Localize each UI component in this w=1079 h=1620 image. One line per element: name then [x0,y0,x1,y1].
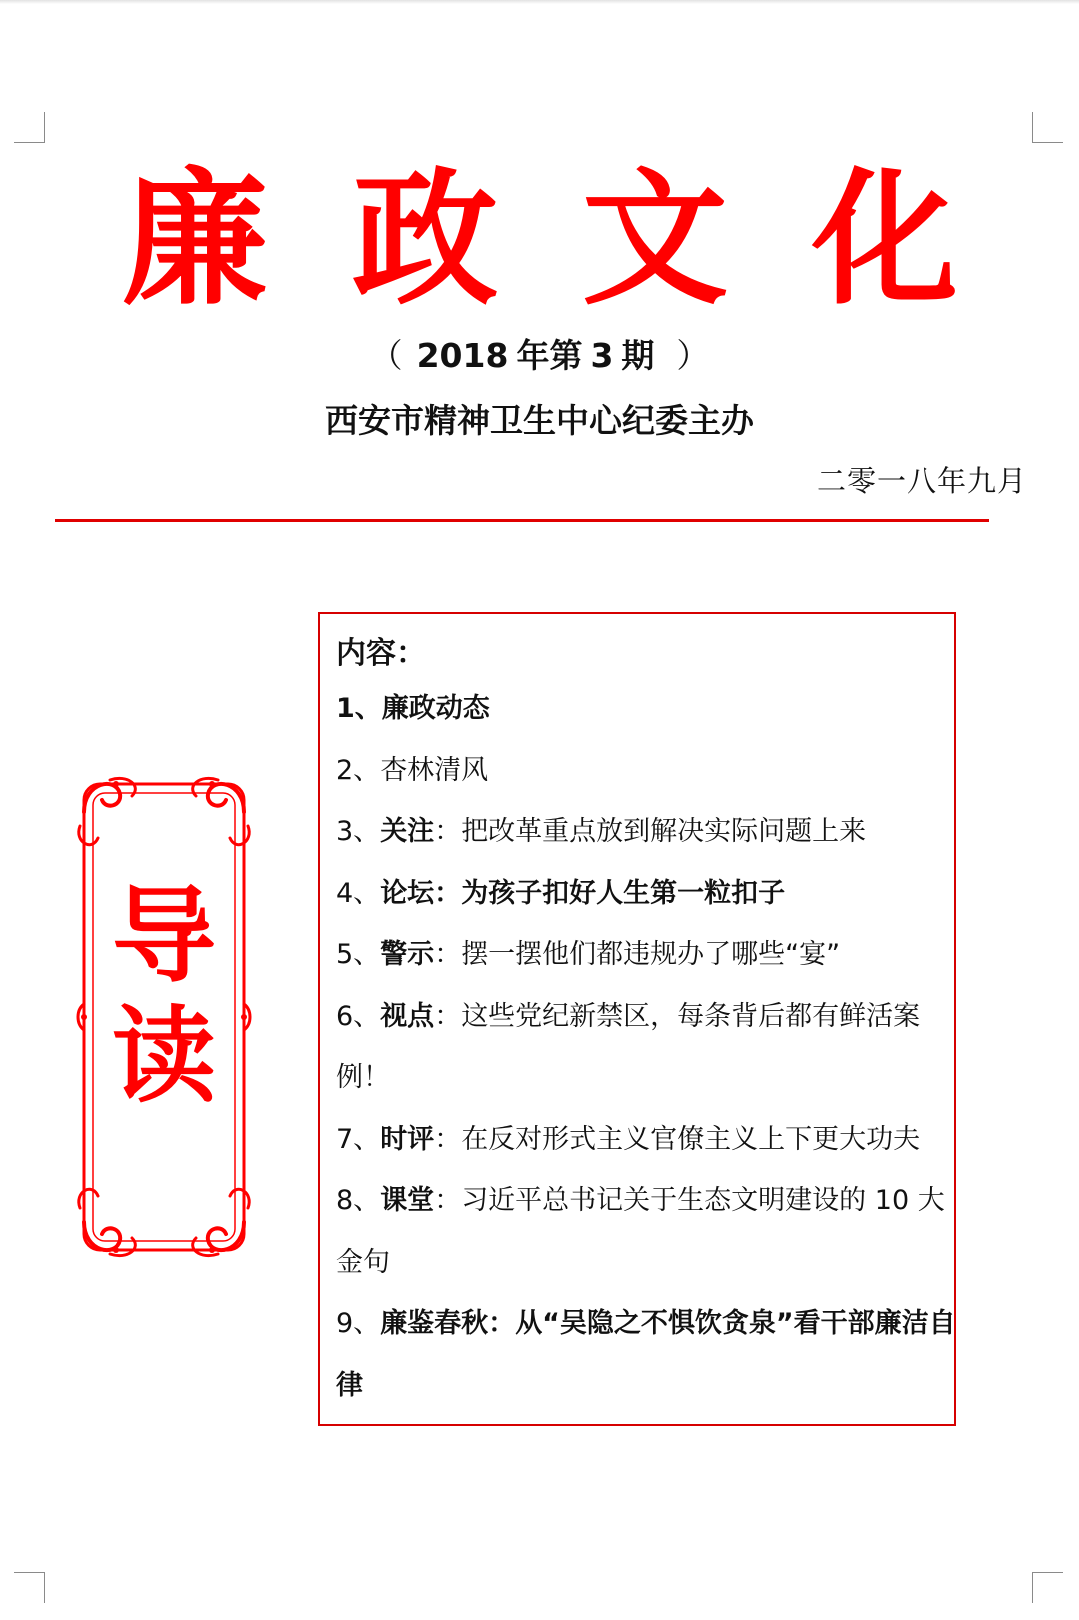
contents-item [336,863,946,925]
item-separator: ： [434,1000,462,1032]
contents-item [336,678,946,740]
item-number: 6、 [336,1000,381,1032]
item-number: 8、 [336,1185,381,1216]
item-text: 在反对形式主义官僚主义上下更大功夫 [461,1123,921,1155]
issue-year-unit: 年第 [516,336,583,375]
contents-heading: 内容： [336,636,426,671]
crop-mark-bottom-left [14,1572,45,1603]
item-text: 摆一摆他们都违规办了哪些“宴” [461,939,841,970]
contents-item [336,924,946,986]
contents-box [318,612,956,1426]
item-text: 为孩子扣好人生第一粒扣子 [461,877,786,909]
contents-list [336,678,956,1416]
item-label: 关注 [380,816,435,847]
contents-item [336,1293,956,1416]
item-separator: ： [434,1185,462,1216]
title-char: 化 [812,155,958,325]
header-divider [55,519,989,522]
item-label: 时评 [380,1123,435,1155]
issue-close-paren: ） [676,336,710,375]
item-number: 5、 [336,939,381,970]
crop-mark-top-left [14,112,45,143]
crop-mark-bottom-right [1032,1572,1063,1603]
item-title: 杏林清风 [380,754,489,786]
issue-open-paren: （ [369,336,403,375]
issue-number: 3 [590,336,614,375]
issue-period: 期 [621,336,655,375]
item-text: 从“吴隐之不惧饮贪泉”看干部廉洁自 [515,1308,956,1339]
masthead-title [120,155,960,325]
item-label: 廉鉴春秋： [380,1308,516,1339]
crop-mark-top-right [1032,112,1063,143]
item-title: 廉政动态 [381,693,490,724]
guide-panel [76,772,252,1262]
page-top-edge [0,0,1079,4]
item-number: 7、 [336,1123,381,1155]
item-separator: ： [434,1123,462,1155]
item-separator: ： [434,939,462,970]
guide-char: 读 [111,995,216,1117]
issue-line [0,335,1079,377]
title-char: 政 [352,155,498,325]
issue-year: 2018 [416,336,509,375]
item-number: 4、 [336,877,381,909]
item-label: 警示 [380,939,435,970]
item-number: 9、 [336,1308,381,1339]
item-text: 这些党纪新禁区，每条背后都有鲜活案 [461,1000,921,1032]
item-text: 习近平总书记关于生态文明建设的 10 大 [461,1185,945,1216]
item-number: 3、 [336,816,381,847]
item-label: 论坛： [380,877,462,909]
title-char: 文 [582,155,728,325]
guide-char: 导 [111,875,216,997]
contents-item [336,1170,946,1293]
title-char: 廉 [122,155,268,325]
item-number: 1、 [336,693,382,724]
item-label: 课堂 [380,1185,435,1216]
item-text-continuation: 金句 [336,1246,390,1278]
contents-item [336,986,946,1109]
sponsor-line: 西安市精神卫生中心纪委主办 [325,401,754,440]
issue-date: 二零一八年九月 [816,464,1027,498]
item-label: 视点 [380,1000,435,1032]
item-text-continuation: 例！ [336,1062,390,1093]
contents-item [336,740,946,802]
item-text: 把改革重点放到解决实际问题上来 [461,816,867,847]
contents-item [336,801,946,863]
contents-item [336,1109,946,1171]
item-text-continuation: 律 [336,1369,363,1401]
item-number: 2、 [336,754,381,786]
item-separator: ： [434,816,462,847]
